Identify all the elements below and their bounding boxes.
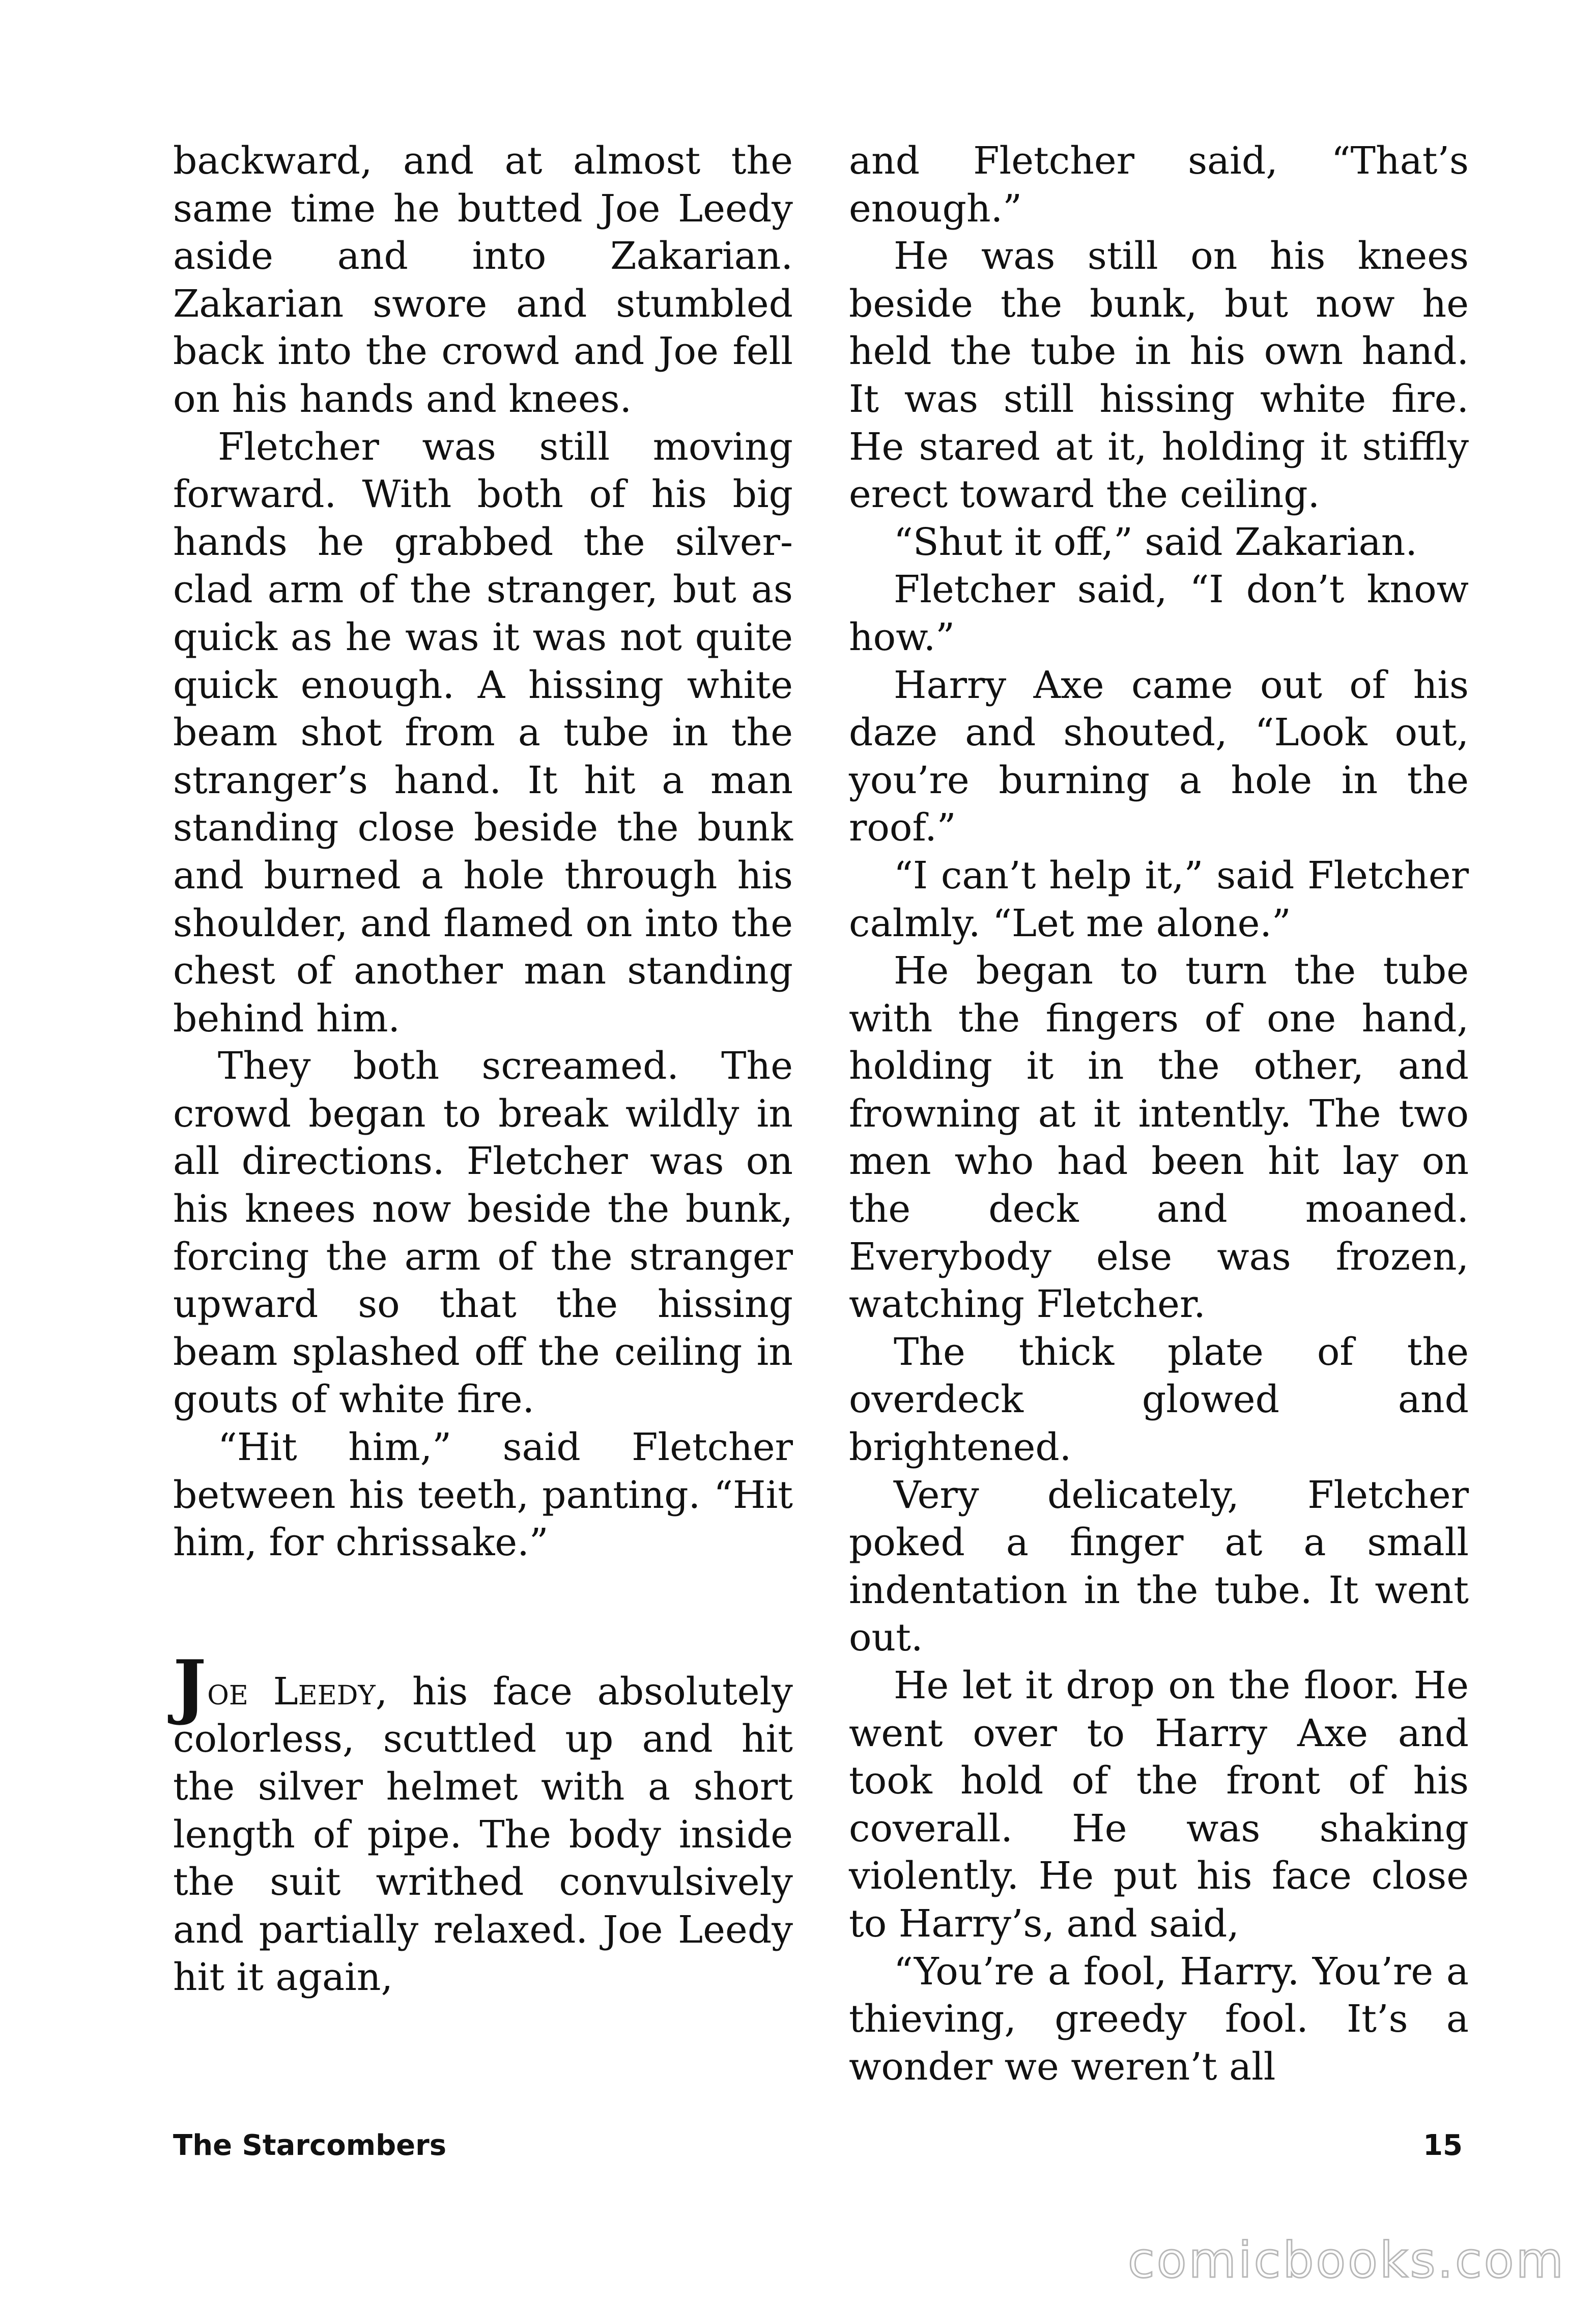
- paragraph: He was still on his knees beside the bunk, but now he held the tube in his own hand. It was still hissing white fire. He stared at it, holding it stiffly erect toward the ceiling.: [849, 234, 1469, 517]
- paragraph: He let it drop on the floor. He went over to Harry Axe and took hold of the front of his coverall. He was shaking violently. He put his face close to Harry’s, and said,: [849, 1664, 1469, 1946]
- paragraph: The thick plate of the overdeck glowed and brightened.: [849, 1330, 1469, 1470]
- section-break: [173, 1567, 793, 1662]
- paragraph-text: his face absolutely colorless, scuttled up and hit the silver helmet with a short length of pipe. The body inside the suit writhed convulsively and partially relaxed. Joe Leedy hit it again,: [173, 1669, 793, 2000]
- paragraph: Fletcher said, “I don’t know how.”: [849, 568, 1469, 659]
- paragraph: He began to turn the tube with the fingers of one hand, holding it in the other, and frowning at it intently. The two men who had been hit lay on the deck and moaned. Everybody else was frozen, watching Fletcher.: [849, 949, 1469, 1327]
- paragraph: “I can’t help it,” said Fletcher calmly. “Let me alone.”: [849, 853, 1469, 945]
- paragraph: backward, and at almost the same time he butted Joe Leedy aside and into Zakarian. Zakarian swore and stumbled back into the crowd and Joe fell on his hands and knees.: [173, 139, 793, 421]
- paragraph: “You’re a fool, Harry. You’re a thieving, greedy fool. It’s a wonder we weren’t all: [849, 1949, 1469, 2089]
- drop-cap: J: [173, 1644, 207, 1727]
- page-number: 15: [1423, 2129, 1463, 2162]
- left-column: [173, 137, 793, 2002]
- paragraph: Harry Axe came out of his daze and shouted, “Look out, you’re burning a hole in the roof.”: [849, 663, 1469, 850]
- paragraph: and Fletcher said, “That’s enough.”: [849, 139, 1469, 231]
- small-caps-lead: oe Leedy,: [207, 1669, 388, 1714]
- running-footer-title: The Starcombers: [173, 2129, 447, 2162]
- paragraph: “Shut it off,” said Zakarian.: [894, 520, 1417, 564]
- right-column: [849, 137, 1469, 2091]
- paragraph: “Hit him,” said Fletcher between his teeth, panting. “Hit him, for chrissake.”: [173, 1425, 793, 1565]
- paragraph: Fletcher was still moving forward. With both of his big hands he grabbed the silver-clad arm of the stranger, but as quick as he was it was not quite quick enough. A hissing white beam shot from a tube in the stranger’s hand. It hit a man standing close beside the bunk and burned a hole through his shoulder, and flamed on into the chest of another man standing behind him.: [173, 425, 793, 1041]
- paragraph: They both screamed. The crowd began to break wildly in all directions. Fletcher was on his knees now beside the bunk, forcing the arm of the stranger upward so that the hissing beam splashed off the ceiling in gouts of white fire.: [173, 1044, 793, 1422]
- paragraph: Very delicately, Fletcher poked a finger at a small indentation in the tube. It went out.: [849, 1473, 1469, 1660]
- section-opening-paragraph: [173, 1644, 793, 2002]
- watermark: comicbooks.com: [1127, 2232, 1565, 2289]
